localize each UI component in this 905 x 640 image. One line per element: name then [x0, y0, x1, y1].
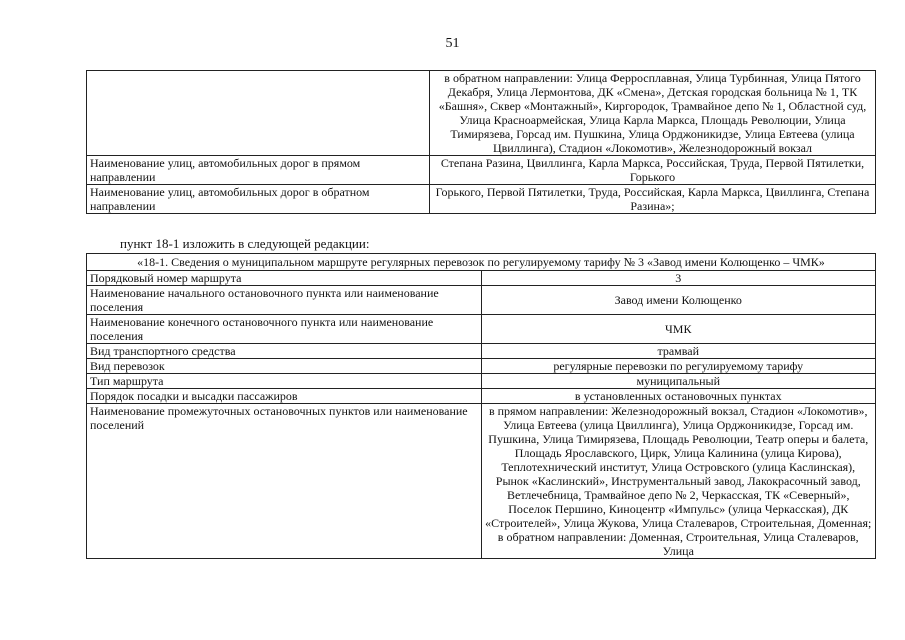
table-header: «18-1. Сведения о муниципальном маршруте регулярных перевозок по регулируемому тарифу № 3 «Завод имени Колющенко – ЧМК» — [87, 254, 876, 271]
row-label: Порядковый номер маршрута — [87, 271, 482, 286]
reverse-direction-cell: в обратном направлении: Улица Ферросплавная, Улица Турбинная, Улица Пятого Декабря, Улица Лермонтова, ДК «Смена», Детская городская больница № 1, ТК «Башня», Сквер «Монтажный», Киргородок, Трамвайное депо № 1, Областной суд, Улица Красноармейская, Улица Карла Маркса, Площадь Революции, Улица Тимирязева, Горсад им. Пушкина, Улица Орджоникидзе, Улица Евтеева (улица Цвиллинга), Стадион «Локомотив», Железнодорожный вокзал — [430, 71, 876, 156]
row-value: 3 — [481, 271, 876, 286]
row-label: Наименование улиц, автомобильных дорог в прямом направлении — [87, 156, 430, 185]
row-value: ЧМК — [481, 315, 876, 344]
route-info-table — [86, 253, 876, 559]
row-value: регулярные перевозки по регулируемому тарифу — [481, 359, 876, 374]
forward-stops: в прямом направлении: Железнодорожный вокзал, Стадион «Локомотив», Улица Евтеева (улица Цвиллинга), Улица Орджоникидзе, Горсад им. Пушкина, Улица Тимирязева, Площадь Революции, Театр оперы и балета, Площадь Ярославского, Цирк, Улица Калинина (улица Кирова), Теплотехнический институт, Улица Островского (улица Каслинская), Рынок «Каслинский», Инструментальный завод, Лакокрасочный завод, Ветлечебница, Трамвайное депо № 2, Черкасская, ТК «Северный», Поселок Першино, Киноцентр «Импульс» (улица Черкасская), ДК «Строителей», Улица Жукова, Улица Сталеваров, Строительная, Доменная; — [485, 404, 872, 530]
table-header-row — [87, 254, 876, 271]
table-row — [87, 359, 876, 374]
table-row — [87, 156, 876, 185]
table-row — [87, 185, 876, 214]
table-row — [87, 404, 876, 559]
row-label: Тип маршрута — [87, 374, 482, 389]
row-value: Завод имени Колющенко — [481, 286, 876, 315]
table-row — [87, 344, 876, 359]
empty-label-cell — [87, 71, 430, 156]
row-label: Наименование начального остановочного пункта или наименование поселения — [87, 286, 482, 315]
table-row — [87, 271, 876, 286]
row-value: муниципальный — [481, 374, 876, 389]
row-label: Наименование промежуточных остановочных пунктов или наименование поселений — [87, 404, 482, 559]
row-label: Наименование конечного остановочного пункта или наименование поселения — [87, 315, 482, 344]
point-instruction: пункт 18-1 изложить в следующей редакции: — [120, 236, 370, 251]
table-row — [87, 71, 876, 156]
row-label: Наименование улиц, автомобильных дорог в обратном направлении — [87, 185, 430, 214]
route-streets-table — [86, 70, 876, 214]
row-value: Степана Разина, Цвиллинга, Карла Маркса, Российская, Труда, Первой Пятилетки, Горького — [430, 156, 876, 185]
row-value — [481, 404, 876, 559]
row-value: в установленных остановочных пунктах — [481, 389, 876, 404]
row-value: трамвай — [481, 344, 876, 359]
table-row — [87, 286, 876, 315]
row-label: Вид транспортного средства — [87, 344, 482, 359]
table-row — [87, 374, 876, 389]
row-value: Горького, Первой Пятилетки, Труда, Российская, Карла Маркса, Цвиллинга, Степана Разина»; — [430, 185, 876, 214]
row-label: Порядок посадки и высадки пассажиров — [87, 389, 482, 404]
table-row — [87, 389, 876, 404]
page-number: 51 — [445, 36, 460, 51]
table-row — [87, 315, 876, 344]
reverse-stops: в обратном направлении: Доменная, Строительная, Улица Сталеваров, Улица — [497, 530, 859, 558]
row-label: Вид перевозок — [87, 359, 482, 374]
